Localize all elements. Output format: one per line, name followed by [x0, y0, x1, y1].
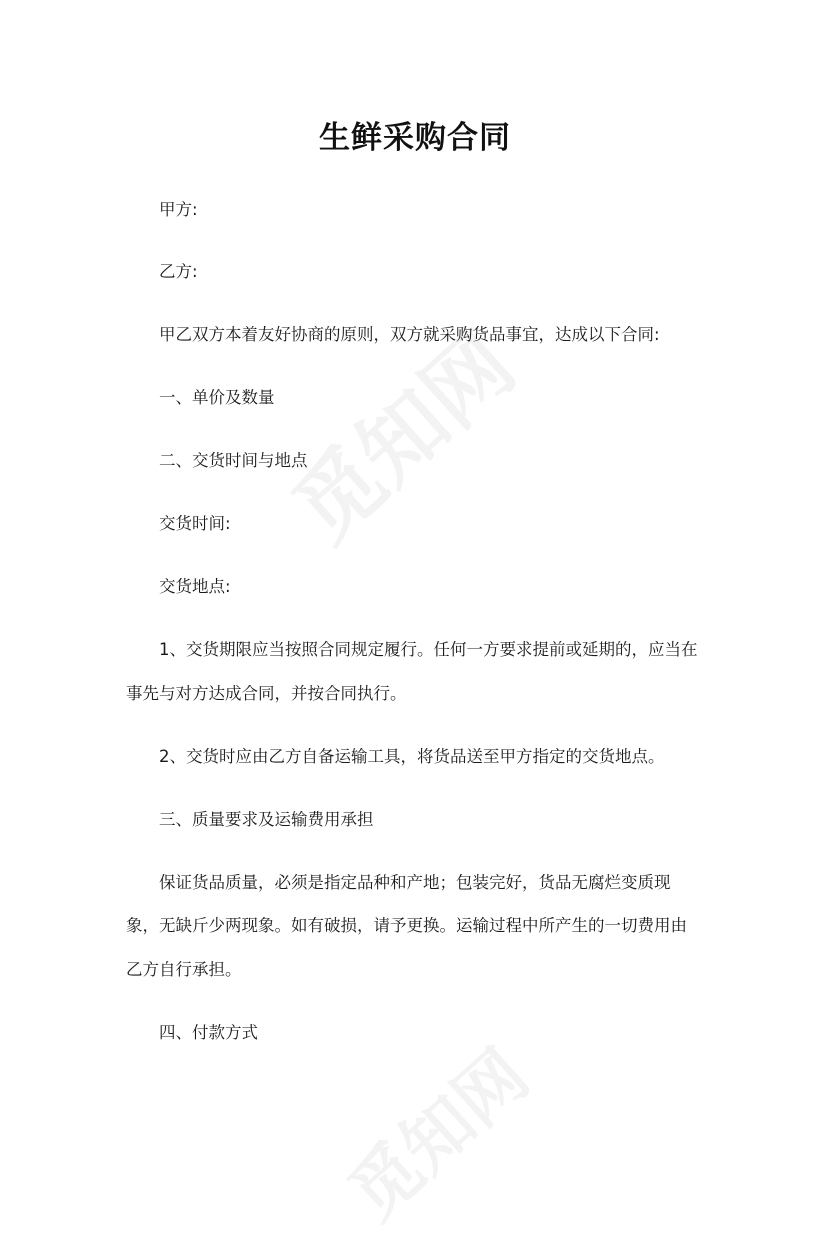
clause-1-line-1: 1、交货期限应当按照合同规定履行。任何一方要求提前或延期的，应当在 — [159, 640, 698, 659]
section-heading-2: 二、交货时间与地点 — [159, 451, 308, 470]
section-heading-1: 一、单价及数量 — [159, 388, 275, 407]
contract-title: 生鲜采购合同 — [319, 120, 511, 156]
watermark-bottom — [323, 1023, 547, 1238]
quality-paragraph-line-2: 象，无缺斤少两现象。如有破损，请予更换。运输过程中所产生的一切费用由 — [126, 916, 687, 935]
delivery-time-line: 交货时间: — [159, 514, 231, 533]
section-heading-3: 三、质量要求及运输费用承担 — [159, 810, 374, 829]
clause-1-line-2: 事先与对方达成合同，并按合同执行。 — [126, 684, 407, 703]
delivery-place-line: 交货地点: — [159, 577, 231, 596]
clause-2-line: 2、交货时应由乙方自备运输工具，将货品送至甲方指定的交货地点。 — [159, 747, 665, 766]
preamble-paragraph: 甲乙双方本着友好协商的原则，双方就采购货品事宜，达成以下合同: — [159, 325, 660, 344]
quality-paragraph-line-1: 保证货品质量，必须是指定品种和产地；包装完好，货品无腐烂变质现 — [159, 873, 671, 892]
quality-paragraph-line-3: 乙方自行承担。 — [126, 960, 242, 979]
party-a-line: 甲方: — [159, 200, 198, 219]
party-b-line: 乙方: — [159, 262, 198, 281]
section-heading-4: 四、付款方式 — [159, 1023, 258, 1042]
